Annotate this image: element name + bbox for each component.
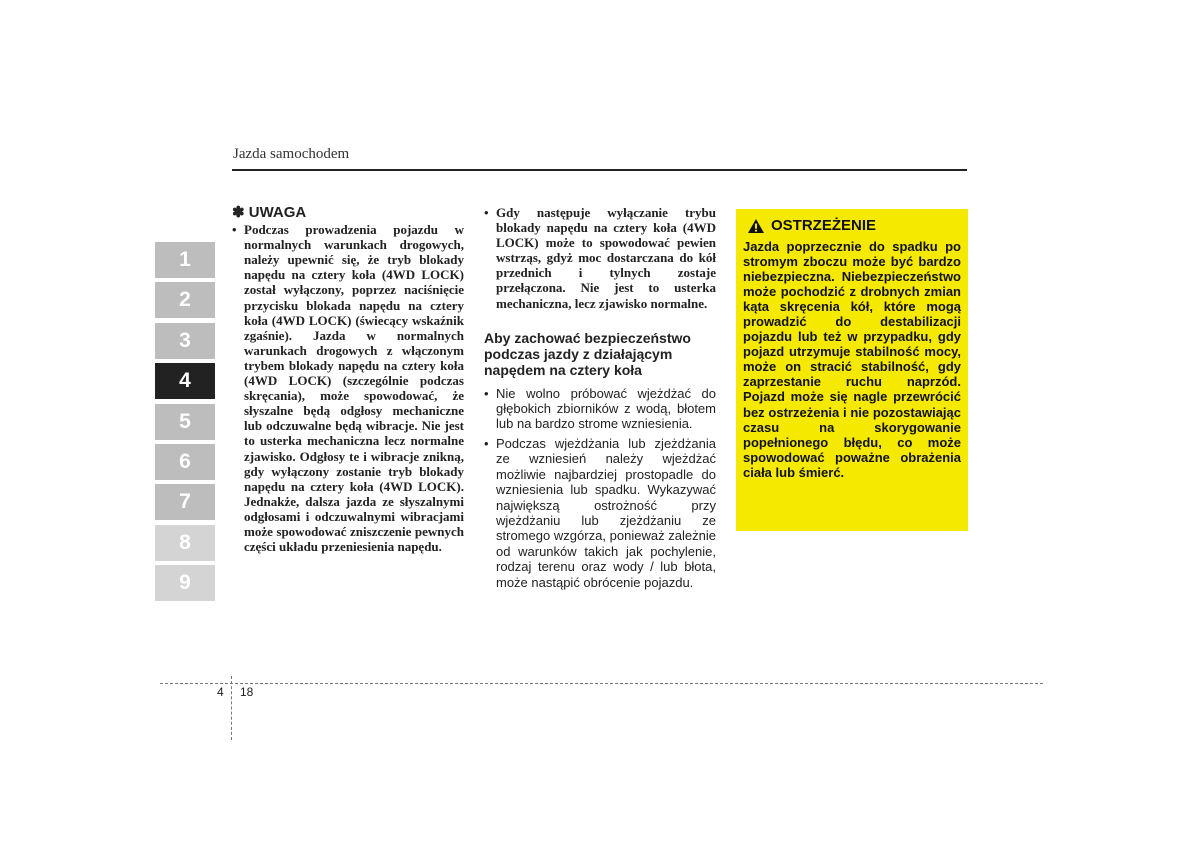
chapter-tab-6[interactable]: 6 — [155, 444, 215, 480]
list-item — [484, 386, 716, 432]
warning-title: OSTRZEŻENIE — [771, 217, 877, 234]
chapter-tab-8[interactable]: 8 — [155, 525, 215, 561]
notice-column — [232, 205, 464, 554]
warning-heading — [743, 217, 961, 234]
notice-text: Podczas prowadzenia pojazdu w normalnych warunkach drogowych, należy upewnić się, że tryb blokady napędu na cztery koła (4WD LOCK) został wyłączony, poprzez naciśnięcie przycisku blokada napędu na cztery koła (4WD LOCK) (świecący wskaźnik zgaśnie). Jazda w normalnych warunkach drogowych z włączonym trybem blokady napędu na cztery koła (4WD LOCK) (szczególnie podczas skręcania), może spowodować, że słyszalne będą odgłosy mechaniczne lub odczuwalne będą wibracje. Nie jest to usterka mechaniczna lecz normalne zjawisko. Odgłosy te i wibracje znikną, gdy wyłączony zostanie tryb blokady napędu na cztery koła (4WD LOCK). Jednakże, dalsza jazda ze słyszalnymi odgłosami i odczuwalnymi wibracjami może spowodować zniszczenie pewnych części układu przeniesienia napędu. — [244, 222, 464, 555]
notice-symbol-icon: ✽ — [232, 204, 245, 221]
bullet-icon: • — [484, 435, 489, 451]
safety-column — [484, 205, 716, 594]
bullet-icon: • — [484, 205, 489, 220]
list-item-text: Nie wolno próbować wjeżdżać do głębokich zbiorników z wodą, błotem lub na bardzo strome wzniesienia. — [496, 385, 716, 432]
chapter-tab-3[interactable]: 3 — [155, 323, 215, 359]
running-header: Jazda samochodem — [233, 146, 350, 162]
warning-box — [736, 209, 968, 531]
warning-text: Jazda poprzecznie do spadku po stromym zboczu może być bardzo niebezpieczna. Niebezpieczeństwo może pochodzić z drobnych zmian kąta skręcenia kół, które mogą prowadzić do destabilizacji pojazdu lub też w przypadku, gdy pojazd utrzymuje stabilność mocy, może on stracić stabilność, gdy zaprzestanie ruchu naprzód. Pojazd może się nagle przewrócić bez ostrzeżenia i nie pozostawiając czasu na skorygowanie popełnionego błędu, co może spowodować poważne obrażenia ciała lub śmierć. — [743, 239, 961, 480]
bullet-icon: • — [484, 385, 489, 401]
intro-text: Gdy następuje wyłączanie trybu blokady napędu na cztery koła (4WD LOCK) może to spowodować pewien wstrząs, gdyż moc dostarczana do kół przednich i tylnych zostaje przełączona. Nie jest to usterka mechaniczna, lecz zjawisko normalne. — [496, 205, 716, 311]
page-chapter-number: 4 — [217, 685, 224, 699]
bullet-icon: • — [232, 222, 237, 238]
intro-paragraph — [484, 205, 716, 311]
notice-heading — [232, 205, 464, 220]
footer-separator — [231, 676, 232, 740]
footer-divider — [160, 683, 1043, 684]
notice-heading-label: UWAGA — [248, 204, 307, 221]
chapter-tab-1[interactable]: 1 — [155, 242, 215, 278]
chapter-tab-4[interactable]: 4 — [155, 363, 215, 399]
page-number: 18 — [240, 685, 254, 699]
list-item-text: Podczas wjeżdżania lub zjeżdżania ze wzniesień należy wjeżdżać możliwie najbardziej prostopadle do wzniesienia lub spadku. Wykazywać największą ostrożność przy wjeżdżaniu lub zjeżdżaniu ze stromego wzgórza, ponieważ zależnie od warunków takich jak pochylenie, rodzaj terenu oraz wody / lub błota, może nastąpić obrócenie pojazdu. — [496, 435, 716, 590]
header-rule — [232, 169, 967, 171]
chapter-tab-9[interactable]: 9 — [155, 565, 215, 601]
notice-paragraph — [232, 222, 464, 554]
warning-triangle-icon — [747, 218, 765, 234]
chapter-tab-7[interactable]: 7 — [155, 484, 215, 520]
chapter-tab-2[interactable]: 2 — [155, 282, 215, 318]
list-item — [484, 436, 716, 590]
chapter-tab-5[interactable]: 5 — [155, 404, 215, 440]
section-heading: Aby zachować bezpieczeństwo podczas jazdy z działającym napędem na cztery koła — [484, 329, 691, 378]
